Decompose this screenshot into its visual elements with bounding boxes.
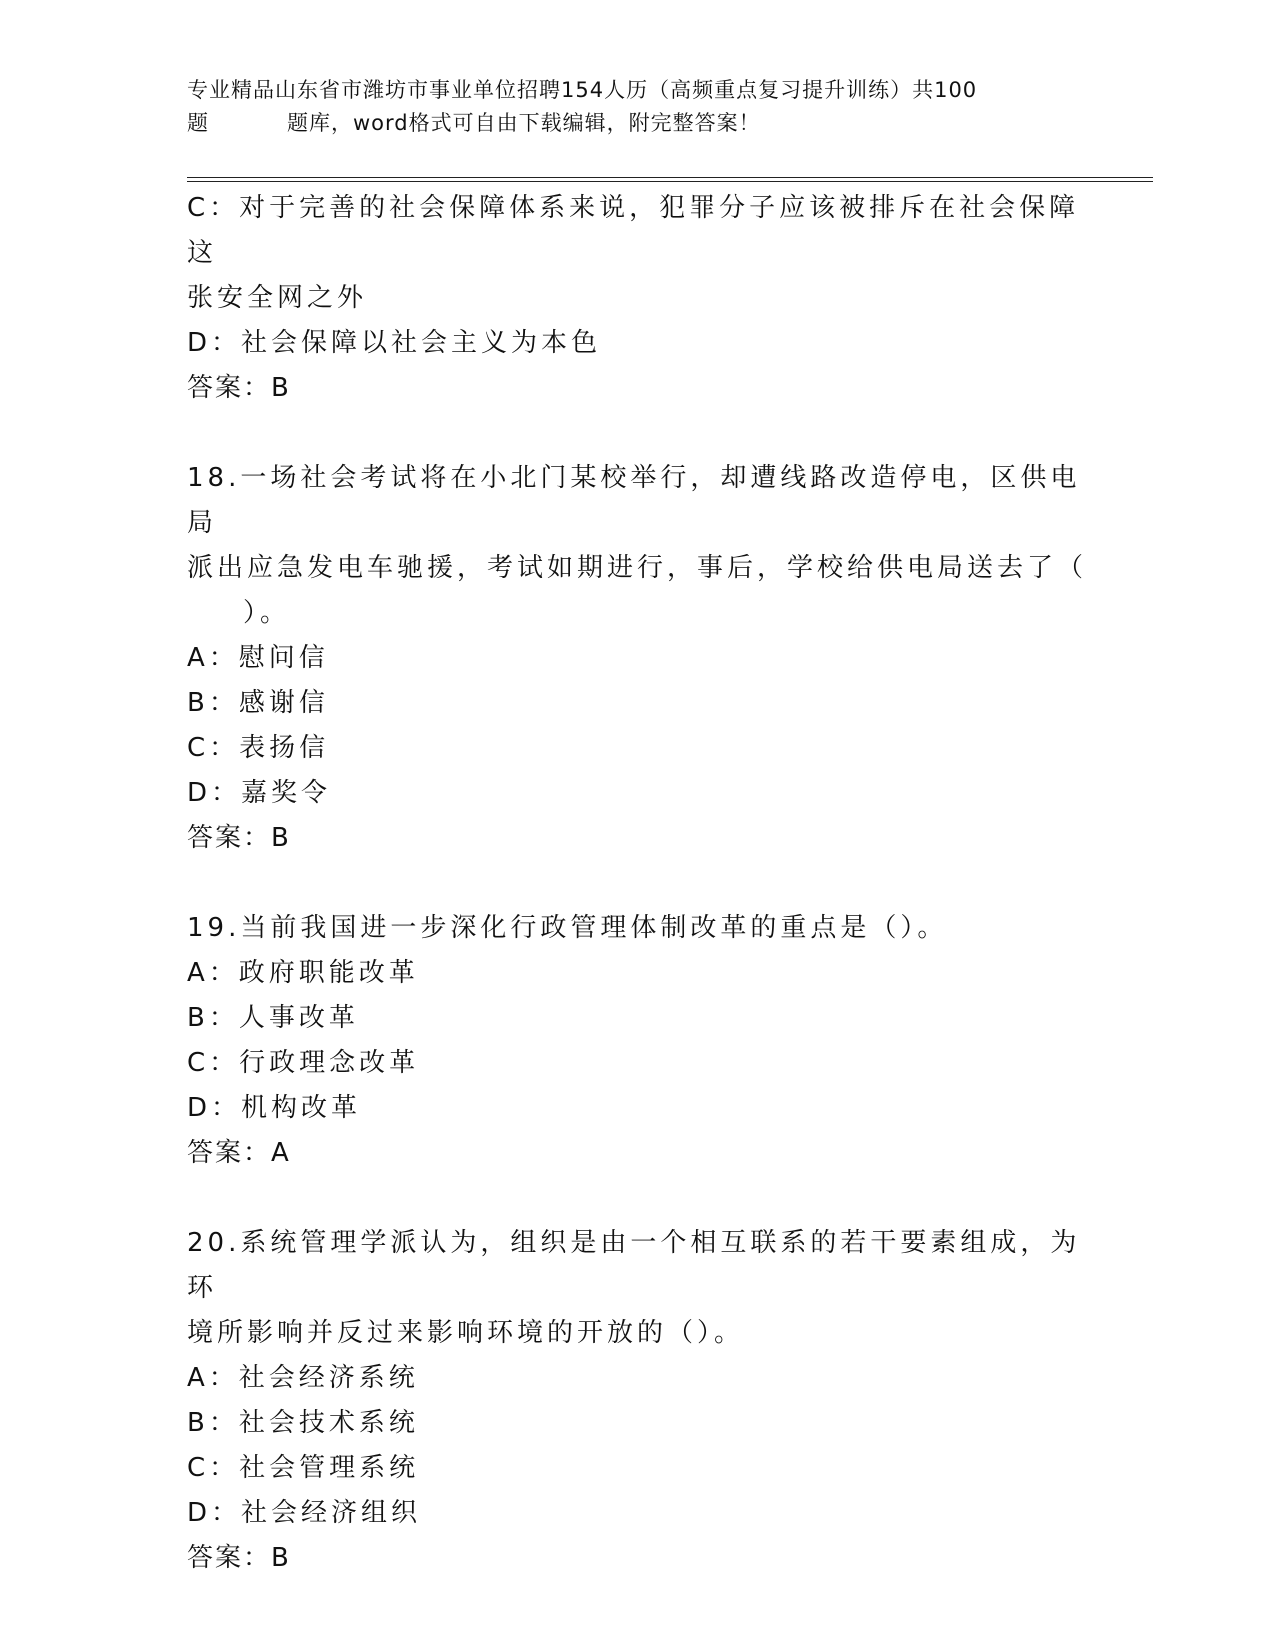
q20-option-d: D：社会经济组织 (187, 1498, 422, 1528)
header-divider (187, 177, 1153, 182)
question-17-tail (187, 186, 1087, 411)
question-18 (187, 456, 1087, 861)
q17-option-d: D：社会保障以社会主义为本色 (187, 328, 602, 358)
spacer (187, 411, 1087, 456)
q18-stem-cont: 派出应急发电车驰援，考试如期进行，事后，学校给供电局送去了（ (187, 553, 1088, 583)
q19-option-b: B：人事改革 (187, 1003, 359, 1033)
q17-option-c-cont: 张安全网之外 (187, 283, 368, 313)
q17-option-c: C：对于完善的社会保障体系来说，犯罪分子应该被排斥在社会保障这 (187, 193, 1080, 268)
header-line-1 (187, 74, 1087, 107)
q18-option-b: B：感谢信 (187, 688, 329, 718)
q20-option-b: B：社会技术系统 (187, 1408, 419, 1438)
header-line-2 (187, 107, 1087, 140)
question-20 (187, 1221, 1087, 1581)
spacer (187, 1176, 1087, 1221)
header-title-cont: 题 (187, 111, 209, 135)
q19-option-d: D：机构改革 (187, 1093, 362, 1123)
header-subtitle: 题库，word格式可自由下载编辑，附完整答案！ (287, 111, 761, 135)
q18-stem-end: ）。 (243, 598, 291, 628)
page-header (187, 74, 1087, 140)
q20-stem-cont: 境所影响并反过来影响环境的开放的（）。 (187, 1318, 745, 1348)
q20-option-a: A：社会经济系统 (187, 1363, 419, 1393)
q19-stem: 19.当前我国进一步深化行政管理体制改革的重点是（）。 (187, 913, 948, 943)
q19-answer: 答案：A (187, 1138, 291, 1168)
header-title: 专业精品山东省市潍坊市事业单位招聘154人历（高频重点复习提升训练）共100 (187, 78, 978, 102)
question-19 (187, 906, 1087, 1176)
spacer (187, 861, 1087, 906)
q18-answer: 答案：B (187, 823, 291, 853)
question-content (187, 186, 1087, 1581)
q20-answer: 答案：B (187, 1543, 291, 1573)
q19-option-c: C：行政理念改革 (187, 1048, 420, 1078)
q19-option-a: A：政府职能改革 (187, 958, 419, 988)
q20-option-c: C：社会管理系统 (187, 1453, 420, 1483)
q18-stem: 18.一场社会考试将在小北门某校举行，却遭线路改造停电，区供电局 (187, 463, 1081, 538)
q18-option-c: C：表扬信 (187, 733, 330, 763)
q20-stem: 20.系统管理学派认为，组织是由一个相互联系的若干要素组成，为环 (187, 1228, 1081, 1303)
q18-option-a: A：慰问信 (187, 643, 329, 673)
q17-answer: 答案：B (187, 373, 291, 403)
q18-option-d: D：嘉奖令 (187, 778, 332, 808)
